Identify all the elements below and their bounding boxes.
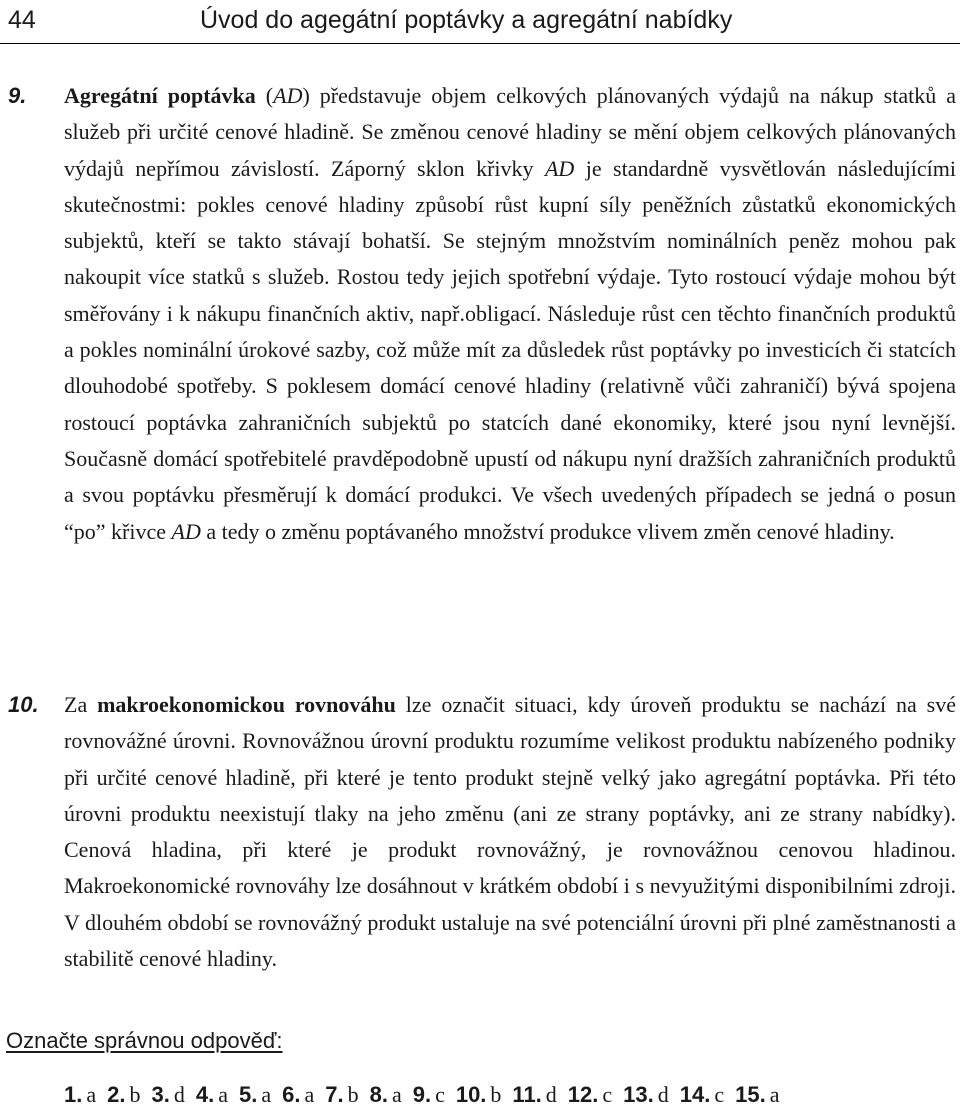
- item-number: 10.: [8, 692, 39, 717]
- answer-key-entry: [370, 1080, 402, 1110]
- item-text: [64, 687, 956, 977]
- abbr: AD: [544, 155, 575, 181]
- answer-key-entry: [512, 1080, 556, 1110]
- item-term: Agregátní poptávka: [64, 83, 256, 108]
- answer-key-entry: [64, 1080, 96, 1110]
- answer-key-entry: [107, 1080, 140, 1110]
- answer-number: 15.: [735, 1082, 766, 1107]
- answer-letter: b: [490, 1082, 502, 1107]
- answer-letter: c: [714, 1082, 725, 1107]
- answer-letter: c: [435, 1082, 445, 1107]
- answer-key-entry: [282, 1080, 314, 1110]
- answer-key-entry: [735, 1080, 779, 1110]
- answer-letter: b: [347, 1082, 359, 1107]
- item-number: 9.: [8, 83, 27, 108]
- answer-number: 13.: [623, 1082, 654, 1107]
- header-rule: [0, 43, 960, 44]
- answer-key-entry: [680, 1080, 724, 1110]
- answer-number: 14.: [679, 1082, 711, 1107]
- answer-letter: a: [261, 1082, 272, 1107]
- abbr: AD: [171, 518, 201, 544]
- answer-number: 2.: [107, 1082, 126, 1107]
- item-text: [64, 78, 956, 550]
- answer-letter: a: [769, 1082, 780, 1107]
- answer-number: 5.: [238, 1082, 258, 1107]
- answer-letter: a: [86, 1082, 97, 1107]
- answer-number: 3.: [151, 1082, 170, 1107]
- text-span: lze označit situaci, kdy úroveň produktu se nachází na své rovnovážné úrovni. Rovnovážnou úrovní produktu rozumíme velikost produktu nabízeného podniky při určité cenové hladině, při které je tento produkt stejně velký jako agregátní poptávka. Při této úrovni produktu neexistují tlaky na jeho změnu (ani ze strany poptávky, ani ze strany nabídky). Cenová hladina, při které je produkt rovnovážný, je rovnovážnou cenovou hladinou. Makroekonomické rovnováhy lze dosáhnout v krátkém období i s nevyužitými disponibilními zdroji. V dlouhém období se rovnovážný produkt ustaluje na své potenciální úrovni při plné zaměstnanosti a stabilitě cenové hladiny.: [64, 692, 956, 972]
- answer-key-entry: [568, 1080, 612, 1110]
- answer-letter: c: [602, 1082, 613, 1107]
- answer-letter: a: [218, 1082, 228, 1107]
- answer-letter: a: [304, 1082, 315, 1107]
- text-span: ) představuje objem celkových plánovaných výdajů na nákup statků a služeb při určité cenové hladině. Se změnou cenové hladiny se mění objem celkových plánovaných výdajů nepřímou závislostí. Záporný sklon křivky: [64, 83, 956, 181]
- answer-number: 8.: [369, 1082, 388, 1107]
- page-number: 44: [8, 6, 36, 34]
- text-span: a tedy o změnu poptávaného množství produkce vlivem změn cenové hladiny.: [200, 518, 895, 544]
- answer-number: 11.: [512, 1082, 542, 1107]
- answer-letter: a: [391, 1082, 402, 1107]
- answer-number: 4.: [195, 1082, 215, 1107]
- answer-key-entry: [151, 1080, 184, 1110]
- answer-letter: b: [129, 1082, 141, 1107]
- answer-letter: d: [545, 1082, 557, 1107]
- answer-number: 12.: [567, 1082, 599, 1107]
- answer-number: 1.: [64, 1082, 83, 1107]
- text-span: Za: [64, 692, 98, 717]
- answer-key-entry: [325, 1080, 358, 1110]
- answer-letter: d: [657, 1082, 669, 1107]
- answer-key: [64, 1080, 779, 1110]
- answer-number: 10.: [455, 1082, 487, 1107]
- answer-number: 9.: [412, 1082, 432, 1107]
- answer-letter: d: [173, 1082, 185, 1107]
- answer-key-entry: [413, 1080, 445, 1110]
- answer-number: 7.: [325, 1082, 344, 1107]
- answer-number: 6.: [282, 1082, 301, 1107]
- chapter-title: Úvod do agegátní poptávky a agregátní nabídky: [200, 6, 733, 34]
- answer-key-entry: [196, 1080, 228, 1110]
- answer-key-entry: [456, 1080, 502, 1110]
- item-term: makroekonomickou rovnováhu: [97, 692, 396, 717]
- page-header: [0, 0, 960, 44]
- answer-key-entry: [239, 1080, 271, 1110]
- abbr: AD: [273, 83, 303, 108]
- text-span: (: [255, 83, 274, 108]
- answer-key-entry: [623, 1080, 669, 1110]
- answers-heading: Označte správnou odpověď:: [6, 1028, 283, 1053]
- text-span: je standardně vysvětlován následujícími skutečnostmi: pokles cenové hladiny způsobí růst kupní síly peněžních zůstatků ekonomických subjektů, kteří se takto stávají bohatší. Se stejným množstvím nominálních peněz mohou pak nakoupit více statků s služeb. Rostou tedy jejich spotřební výdaje. Tyto rostoucí výdaje mohou být směřovány i k nákupu finančních aktiv, např.obligací. Následuje růst cen těchto finančních produktů a pokles nominální úrokové sazby, což může mít za důsledek růst poptávky po investicích či statcích dlouhodobé spotřeby. S poklesem domácí cenové hladiny (relativně vůči zahraničí) bývá spojena rostoucí poptávka zahraničních subjektů po statcích dané ekonomiky, které jsou nyní levnější. Současně domácí spotřebitelé pravděpodobně upustí od nákupu nyní dražších zahraničních produktů a svou poptávku přesměrují k domácí produkci. Ve všech uvedených případech se jedná o posun “po” křivce: [64, 155, 956, 544]
